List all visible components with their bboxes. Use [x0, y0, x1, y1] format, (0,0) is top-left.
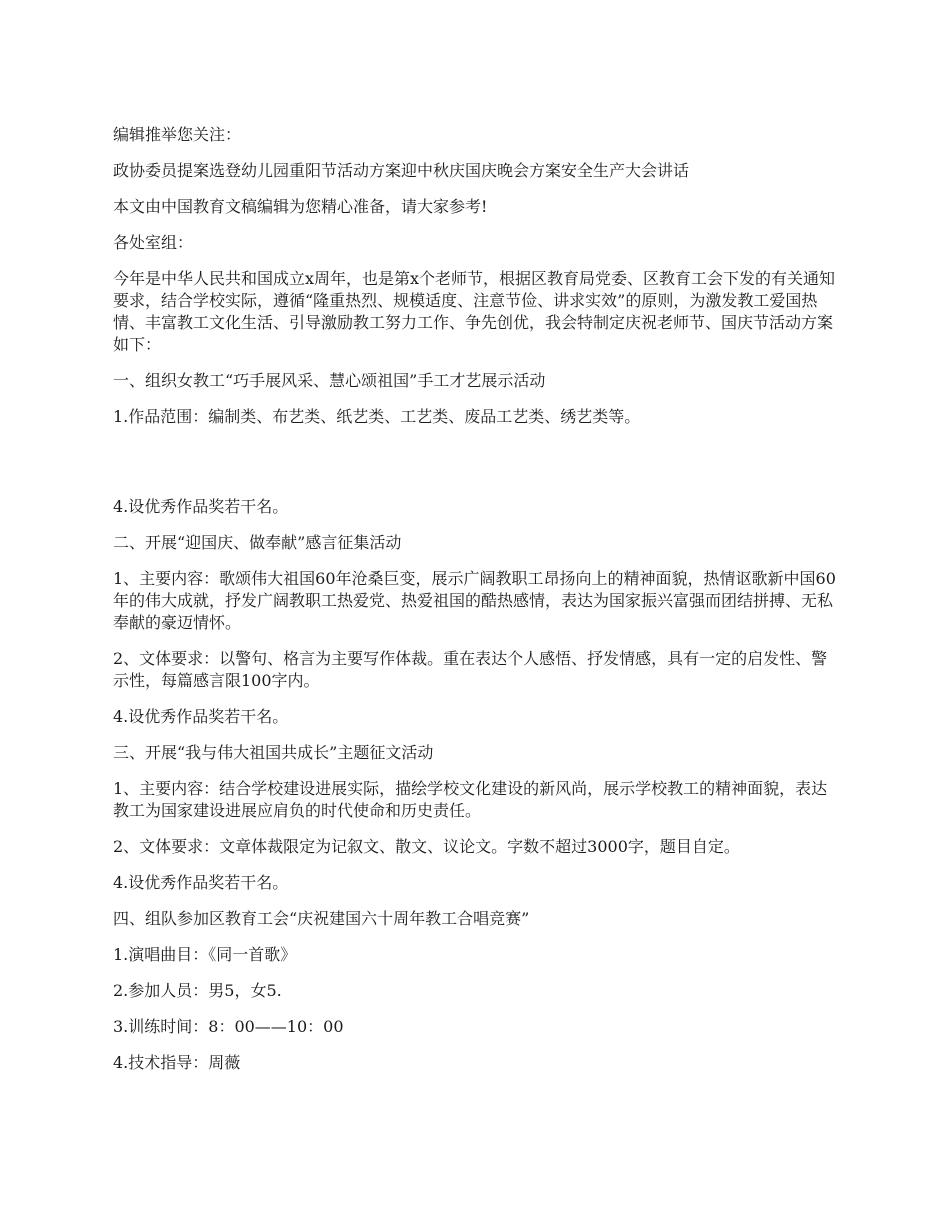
- salutation: 各处室组：: [113, 233, 194, 252]
- recommend-links: 政协委员提案选登幼儿园重阳节活动方案迎中秋庆国庆晚会方案安全生产大会讲话: [113, 161, 690, 180]
- section-2-item-4: 4.设优秀作品奖若干名。: [113, 707, 289, 726]
- blank-gap: [113, 442, 837, 496]
- recommend-heading: 编辑推举您关注：: [113, 125, 242, 144]
- section-1-item-1: 1.作品范围：编制类、布艺类、纸艺类、工艺类、废品工艺类、绣艺类等。: [113, 407, 641, 426]
- section-heading-3: 三、开展“我与伟大祖国共成长”主题征文活动: [113, 743, 434, 762]
- section-heading-2: 二、开展“迎国庆、做奉献”感言征集活动: [113, 533, 402, 552]
- section-2-item-2: 2、文体要求：以警句、格言为主要写作体裁。重在表达个人感悟、抒发情感，具有一定的启发性、警示性，每篇感言限100字内。: [113, 649, 828, 690]
- section-3-item-4: 4.设优秀作品奖若干名。: [113, 873, 289, 892]
- section-4-item-2: 2.参加人员：男5，女5.: [113, 981, 282, 1000]
- intro-paragraph: 今年是中华人民共和国成立x周年，也是第x个老师节，根据区教育局党委、区教育工会下发的有关通知要求，结合学校实际，遵循“隆重热烈、规模适度、注意节俭、讲求实效”的原则，为激发教工爱国热情、丰富教工文化生活、引导激励教工努力工作、争先创优，我会特制定庆祝老师节、国庆节活动方案如下：: [113, 269, 836, 354]
- section-heading-4: 四、组队参加区教育工会“庆祝建国六十周年教工合唱竞赛”: [113, 909, 530, 928]
- section-3-item-1: 1、主要内容：结合学校建设进展实际，描绘学校文化建设的新风尚，展示学校教工的精神面貌，表达教工为国家建设进展应肩负的时代使命和历史责任。: [113, 779, 828, 820]
- section-4-item-1: 1.演唱曲目：《同一首歌》: [113, 945, 297, 964]
- section-2-item-1: 1、主要内容：歌颂伟大祖国60年沧桑巨变，展示广阔教职工昂扬向上的精神面貌，热情讴歌新中国60年的伟大成就，抒发广阔教职工热爱党、热爱祖国的酷热感情，表达为国家振兴富强而团结拼搏、无私奉献的豪迈情怀。: [113, 569, 836, 632]
- section-4-item-4: 4.技术指导：周薇: [113, 1053, 241, 1072]
- section-3-item-2: 2、文体要求：文章体裁限定为记叙文、散文、议论文。字数不超过3000字，题目自定。: [113, 837, 740, 856]
- section-1-item-4: 4.设优秀作品奖若干名。: [113, 497, 289, 516]
- section-4-item-3: 3.训练时间：8：00——10：00: [113, 1017, 344, 1036]
- document-body: [113, 124, 837, 1088]
- section-heading-1: 一、组织女教工“巧手展风采、慧心颂祖国”手工才艺展示活动: [113, 371, 546, 390]
- editor-note: 本文由中国教育文稿编辑为您精心准备，请大家参考!: [113, 197, 488, 216]
